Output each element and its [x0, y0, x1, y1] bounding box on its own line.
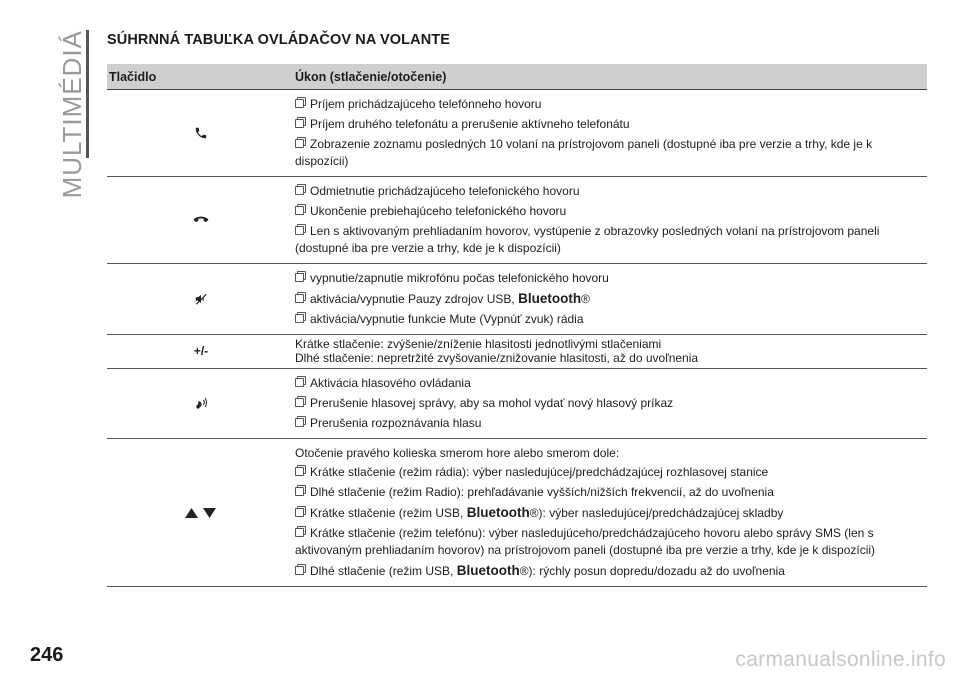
volume-button-label: +/- [193, 344, 209, 358]
checkbox-bullet-icon [295, 99, 304, 108]
text-line: Krátke stlačenie: zvýšenie/zníženie hlasitosti jednotlivými stlačeniami [295, 337, 662, 351]
button-cell [107, 177, 295, 263]
list-item: aktivácia/vypnutie funkcie Mute (Vypnúť zvuk) rádia [295, 311, 927, 328]
table-header [107, 64, 927, 90]
mute-icon [194, 292, 208, 306]
section-side-title-text: MULTIMÉDIÁ [56, 30, 87, 199]
list-item: Prerušenie hlasovej správy, aby sa mohol vydať nový hlasový príkaz [295, 395, 927, 412]
checkbox-bullet-icon [295, 418, 304, 427]
button-cell [107, 90, 295, 176]
checkbox-bullet-icon [295, 398, 304, 407]
checkbox-bullet-icon [295, 226, 304, 235]
watermark: carmanualsonline.info [735, 648, 946, 671]
action-cell [295, 90, 927, 176]
checkbox-bullet-icon [295, 119, 304, 128]
action-cell [295, 335, 927, 368]
table-row [107, 90, 927, 177]
list-item: Krátke stlačenie (režim USB, Bluetooth®): výber nasledujúcej/predchádzajúcej skladby [295, 504, 927, 522]
action-cell [295, 439, 927, 586]
table-row [107, 264, 927, 335]
checkbox-bullet-icon [295, 487, 304, 496]
button-cell [107, 264, 295, 334]
list-item: Príjem druhého telefonátu a prerušenie aktívneho telefonátu [295, 116, 927, 133]
action-cell [295, 264, 927, 334]
checkbox-bullet-icon [295, 508, 304, 517]
checkbox-bullet-icon [295, 273, 304, 282]
list-item: vypnutie/zapnutie mikrofónu počas telefonického hovoru [295, 270, 927, 287]
table-row [107, 177, 927, 264]
checkbox-bullet-icon [295, 139, 304, 148]
action-cell [295, 369, 927, 438]
button-cell [107, 335, 295, 368]
voice-command-icon [194, 396, 208, 412]
checkbox-bullet-icon [295, 528, 304, 537]
list-item: Aktivácia hlasového ovládania [295, 375, 927, 392]
list-item: Ukončenie prebiehajúceho telefonického hovoru [295, 203, 927, 220]
checkbox-bullet-icon [295, 206, 304, 215]
table-row [107, 369, 927, 439]
checkbox-bullet-icon [295, 467, 304, 476]
list-item: Dlhé stlačenie (režim Radio): prehľadávanie vyšších/nižších frekvencií, až do uvoľnenia [295, 484, 927, 501]
action-cell [295, 177, 927, 263]
list-item: Krátke stlačenie (režim rádia): výber nasledujúcej/predchádzajúcej rozhlasovej stanice [295, 464, 927, 481]
checkbox-bullet-icon [295, 378, 304, 387]
list-item: aktivácia/vypnutie Pauzy zdrojov USB, Bluetooth® [295, 290, 927, 308]
list-item: Zobrazenie zoznamu posledných 10 volaní na prístrojovom paneli (dostupné iba pre verzie a trhy, kde je k dispozícii) [295, 137, 873, 168]
intro-text: Otočenie pravého kolieska smerom hore alebo smerom dole: [295, 446, 620, 460]
table-row [107, 335, 927, 369]
page-number: 246 [30, 644, 64, 666]
list-item: Len s aktivovaným prehliadaním hovorov, vystúpenie z obrazovky posledných volaní na prístrojovom paneli (dostupné iba pre verzie a trhy, kde je k dispozícii) [295, 224, 880, 255]
phone-answer-icon [194, 126, 208, 140]
list-item: Príjem prichádzajúceho telefónneho hovoru [295, 96, 927, 113]
table-row [107, 439, 927, 587]
header-col-action: Úkon (stlačenie/otočenie) [295, 69, 447, 84]
checkbox-bullet-icon [295, 294, 304, 303]
list-item: Krátke stlačenie (režim telefónu): výber nasledujúceho/predchádzajúceho hovoru alebo správy SMS (len s aktivovaným prehliadaním hovorov) na prístrojovom paneli (dostupné iba pre verzie a trhy, kde je k dispozícii) [295, 526, 876, 557]
list-item: Dlhé stlačenie (režim USB, Bluetooth®): rýchly posun dopredu/dozadu až do uvoľnenia [295, 562, 927, 580]
page-title: SÚHRNNÁ TABUĽKA OVLÁDAČOV NA VOLANTE [107, 32, 450, 48]
checkbox-bullet-icon [295, 566, 304, 575]
bluetooth-brand: Bluetooth [466, 505, 530, 520]
header-col-button: Tlačidlo [109, 69, 157, 84]
section-side-bar [86, 30, 89, 158]
phone-hangup-icon [193, 215, 209, 225]
bluetooth-brand: Bluetooth [456, 563, 520, 578]
controls-table [107, 64, 927, 587]
up-down-arrows-icon [184, 507, 218, 519]
checkbox-bullet-icon [295, 314, 304, 323]
list-item: Odmietnutie prichádzajúceho telefonického hovoru [295, 183, 927, 200]
button-cell [107, 439, 295, 586]
bluetooth-brand: Bluetooth [518, 291, 582, 306]
text-line: Dlhé stlačenie: nepretržité zvyšovanie/znižovanie hlasitosti, až do uvoľnenia [295, 351, 699, 365]
checkbox-bullet-icon [295, 186, 304, 195]
button-cell [107, 369, 295, 438]
list-item: Prerušenia rozpoznávania hlasu [295, 415, 927, 432]
